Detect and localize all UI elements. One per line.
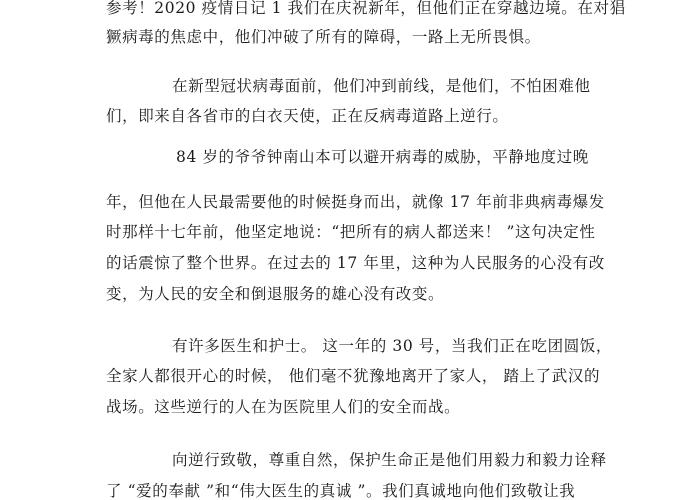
text-line: 们，即来自各省市的白衣天使，正在反病毒道路上逆行。 [106,107,509,125]
text-line: 时那样十七年前，他坚定地说：“把所有的病人都送来！ ”这句决定性 [106,223,596,241]
text-line: 向逆行致敬，尊重自然，保护生命正是他们用毅力和毅力诠释 [172,451,607,469]
text-line: 变，为人民的安全和倒退服务的雄心没有改变。 [106,285,445,303]
text-line: 的话震惊了整个世界。在过去的 17 年里，这种为人民服务的心没有改 [106,254,605,272]
text-line: 战场。这些逆行的人在为医院里人们的安全而战。 [106,398,461,416]
text-line: 84 岁的爷爷钟南山本可以避开病毒的威胁，平静地度过晚 [176,148,589,166]
text-line: 在新型冠状病毒面前，他们冲到前线，是他们，不怕困难他 [172,77,591,95]
text-line: 獗病毒的焦虑中，他们冲破了所有的障碍，一路上无所畏惧。 [106,28,541,46]
text-line: 了 “爱的奉献 ”和“伟大医生的真诚 ”。我们真诚地向他们致敬让我 [106,482,576,500]
text-line: 参考！2020 疫情日记 1 我们在庆祝新年，但他们正在穿越边境。在对猖 [106,0,626,17]
text-line: 全家人都很开心的时候， 他们毫不犹豫地离开了家人， 踏上了武汉的 [106,367,601,385]
text-line: 年，但他在人民最需要他的时候挺身而出，就像 17 年前非典病毒爆发 [106,193,605,211]
text-line: 有许多医生和护士。 这一年的 30 号，当我们正在吃团圆饭， [172,337,613,355]
